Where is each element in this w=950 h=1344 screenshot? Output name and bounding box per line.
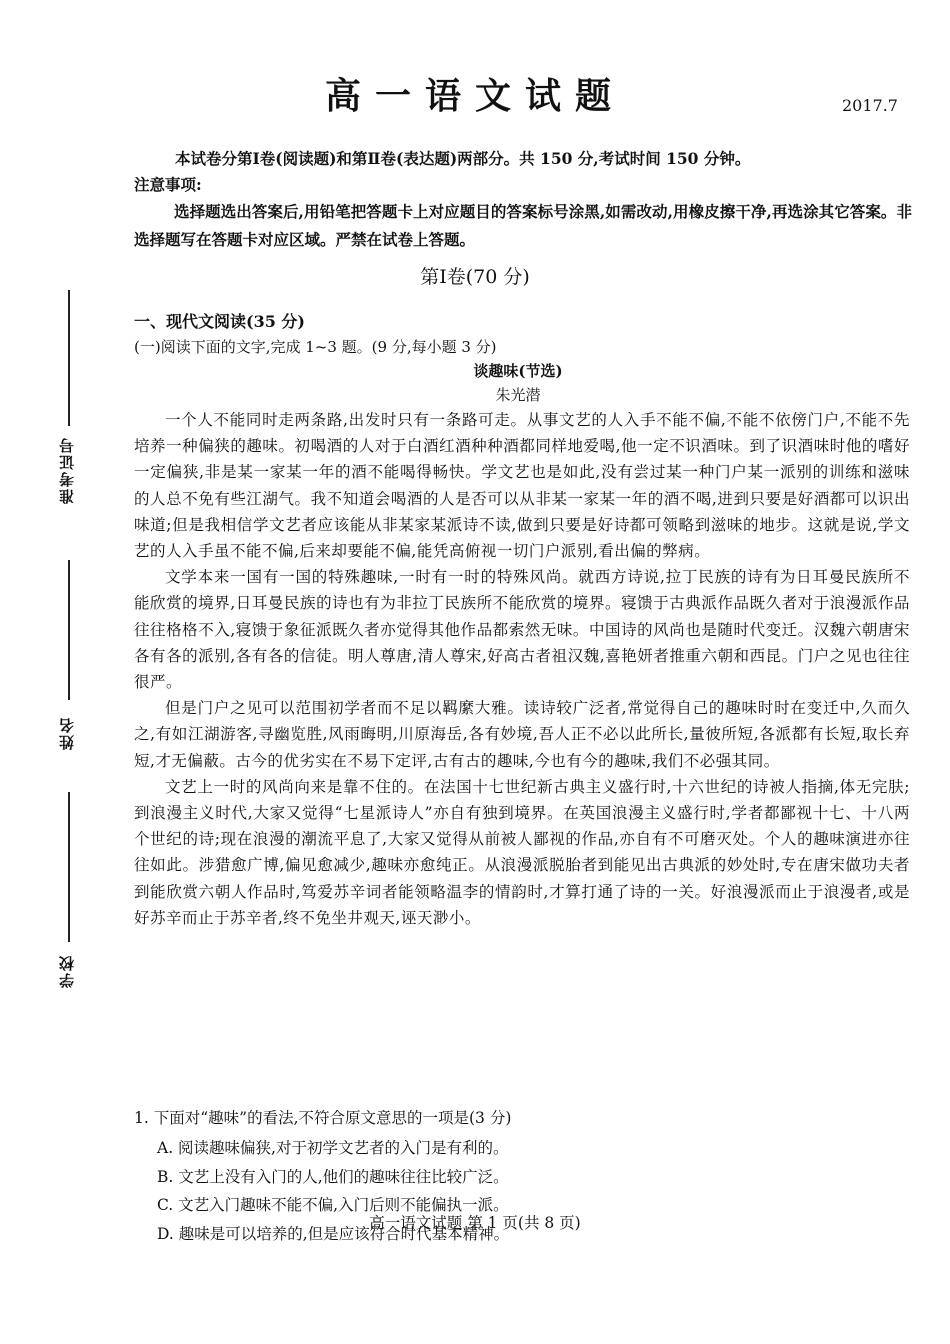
article-paragraph: 文艺上一时的风尚向来是靠不住的。在法国十七世纪新古典主义盛行时,十六世纪的诗被人指摘,体无完肤;到浪漫主义时代,大家又觉得“七星派诗人”亦自有独到境界。在英国浪漫主义盛行时,学者都鄙视十七、十八两个世纪的诗;现在浪漫的潮流平息了,大家又觉得从前被人鄙视的作品,亦自有不可磨灭处。个人的趣味演进亦往往如此。涉猎愈广博,偏见愈减少,趣味亦愈纯正。从浪漫派脱胎者到能见出古典派的妙处时,专在唐宋做功夫者到能欣赏六朝人作品时,笃爱苏辛词者能领略温李的情韵时,才算打通了诗的一关。好浪漫派而止于浪漫者,或是好苏辛而止于苏辛者,终不免坐井观天,诬天渺小。 bbox=[134, 777, 910, 927]
section-title: 一、现代文阅读(35 分) bbox=[134, 312, 305, 331]
binding-margin bbox=[40, 290, 90, 1010]
article-paragraph: 但是门户之见可以范围初学者而不足以羁縻大雅。读诗较广泛者,常觉得自己的趣味时时在变迁中,久而久之,有如江湖游客,寻幽览胜,风雨晦明,川原海岳,各有妙境,吾人正不必以此所长,量彼所短,各派都有长短,取长弃短,才无偏蔽。古今的优劣实在不易下定评,古有古的趣味,今也有今的趣味,我们不必强其同。 bbox=[134, 699, 910, 770]
option-d: D. 趣味是可以培养的,但是应该符合时代基本精神。 bbox=[157, 1224, 510, 1243]
school-label: 学校 bbox=[58, 954, 76, 988]
option-c: C. 文艺入门趣味不能不偏,入门后则不能偏执一派。 bbox=[157, 1196, 509, 1214]
article-title: 谈趣味(节选) bbox=[473, 362, 563, 380]
page-footer: 高一语文试题 第 1 页(共 8 页) bbox=[369, 1214, 581, 1232]
school-blank-line bbox=[68, 792, 70, 942]
name-label: 姓名 bbox=[58, 716, 76, 750]
subsection-title: (一)阅读下面的文字,完成 1~3 题。(9 分,每小题 3 分) bbox=[134, 338, 497, 356]
exam-id-blank-line bbox=[68, 290, 70, 426]
article-paragraph: 一个人不能同时走两条路,出发时只有一条路可走。从事文艺的人入手不能不偏,不能不依傍门户,不能不先培养一种偏狭的趣味。初喝酒的人对于白酒红酒种种酒都同样地爱喝,他一定不识酒味。到了识酒味时他的嗜好一定偏狭,非是某一家某一年的酒不能喝得畅快。学文艺也是如此,没有尝过某一种门户某一派别的训练和滋味的人总不免有些江湖气。我不知道会喝酒的人是否可以从非某一家某一年的酒不喝,进到只要是好酒都可以识出味道;但是我相信学文艺者应该能从非某家某派诗不读,做到只要是好诗都可领略到滋味的地步。这就是说,学文艺的人入手虽不能不偏,后来却要能不偏,能凭高俯视一切门户派别,看出偏的弊病。 bbox=[134, 411, 910, 561]
part-title: 第Ⅰ卷(70 分) bbox=[420, 266, 530, 288]
notice-body: 选择题选出答案后,用铅笔把答题卡上对应题目的答案标号涂黑,如需改动,用橡皮擦干净,再选涂其它答案。非选择题写在答题卡对应区域。严禁在试卷上答题。 bbox=[134, 202, 912, 249]
exam-date: 2017.7 bbox=[842, 96, 898, 115]
option-b: B. 文艺上没有入门的人,他们的趣味往往比较广泛。 bbox=[157, 1167, 509, 1186]
name-blank-line bbox=[68, 560, 70, 700]
article-paragraph: 文学本来一国有一国的特殊趣味,一时有一时的特殊风尚。就西方诗说,拉丁民族的诗有为日耳曼民族所不能欣赏的境界,日耳曼民族的诗也有为非拉丁民族所不能欣赏的境界。寝馈于古典派作品既久者对于浪漫派作品往往格格不入,寝馈于象征派既久者亦觉得其他作品都索然无味。中国诗的风尚也是随时代变迁。汉魏六朝唐宋各有各的派别,各有各的信徒。明人尊唐,清人尊宋,好高古者祖汉魏,喜艳妍者推重六朝和西昆。门户之见也往往很严。 bbox=[134, 568, 910, 692]
article-body bbox=[134, 407, 910, 931]
exam-id-label: 准考证号 bbox=[58, 436, 76, 504]
page-title: 高一语文试题 bbox=[324, 75, 625, 117]
article-author: 朱光潜 bbox=[495, 386, 541, 404]
question-1-stem: 1. 下面对“趣味”的看法,不符合原文意思的一项是(3 分) bbox=[134, 1109, 512, 1127]
exam-intro: 本试卷分第Ⅰ卷(阅读题)和第Ⅱ卷(表达题)两部分。共 150 分,考试时间 150 分钟。 bbox=[175, 149, 751, 168]
notice-heading: 注意事项: bbox=[134, 175, 202, 194]
option-a: A. 阅读趣味偏狭,对于初学文艺者的入门是有利的。 bbox=[157, 1139, 509, 1157]
